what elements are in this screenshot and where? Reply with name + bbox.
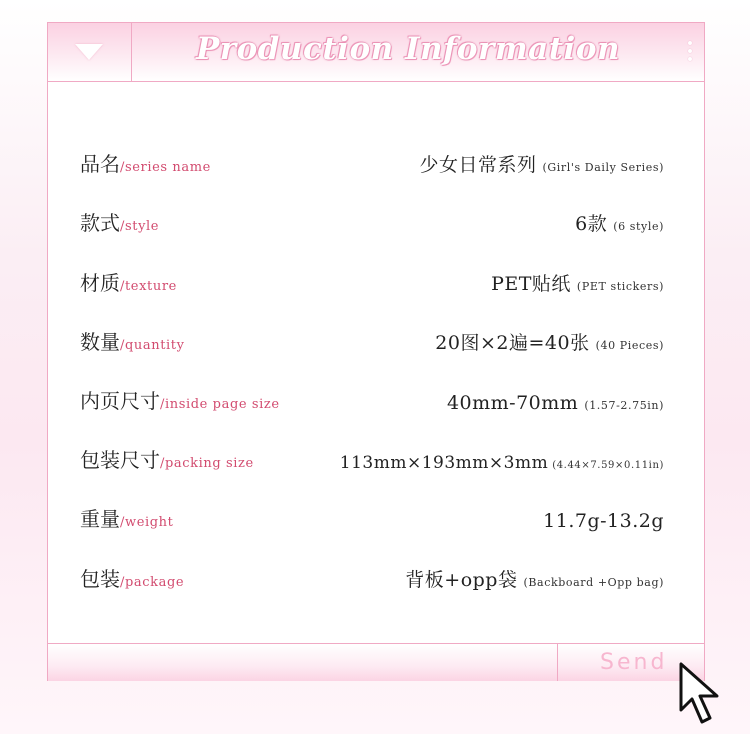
row-value [447, 392, 664, 414]
label-en: /style [120, 219, 160, 234]
value-main: PET贴纸 [491, 273, 571, 295]
row-label [80, 326, 185, 355]
row-label [80, 444, 254, 473]
value-main: 背板+opp袋 [405, 569, 518, 591]
bottom-bar [48, 643, 704, 681]
row-label [80, 207, 159, 236]
value-sub: (PET stickers) [576, 280, 664, 293]
info-row-series-name [80, 149, 664, 181]
label-cn: 材质 [80, 271, 120, 295]
label-en: /series name [120, 160, 211, 175]
label-cn: 数量 [80, 330, 120, 354]
value-main: 少女日常系列 [419, 154, 537, 176]
row-value [543, 510, 664, 532]
value-main: 20图×2遍=40张 [435, 332, 590, 354]
row-value [340, 453, 664, 473]
row-value [491, 269, 664, 296]
info-row-style [80, 208, 664, 240]
window-title: Production Information [195, 31, 621, 67]
info-row-packing-size [80, 445, 664, 477]
row-label [80, 503, 173, 532]
info-row-weight [80, 504, 664, 536]
label-cn: 重量 [80, 507, 120, 531]
info-row-package [80, 564, 664, 596]
label-en: /packing size [160, 456, 254, 471]
label-en: /texture [120, 279, 177, 294]
label-en: /inside page size [160, 397, 280, 412]
value-sub: (Girl's Daily Series) [542, 161, 664, 174]
info-window [47, 22, 705, 681]
row-label [80, 267, 177, 296]
mouse-pointer-icon [677, 660, 725, 730]
info-row-texture [80, 268, 664, 300]
label-en: /weight [120, 515, 174, 530]
row-label [80, 148, 211, 177]
value-main: 40mm-70mm [446, 392, 579, 414]
info-row-inside-page-size [80, 386, 664, 418]
value-sub: (4.44×7.59×0.11in) [552, 460, 664, 471]
label-cn: 内页尺寸 [80, 389, 160, 413]
label-cn: 包装尺寸 [80, 448, 160, 472]
label-en: /quantity [120, 338, 185, 353]
value-main: 11.7g-13.2g [543, 510, 664, 532]
info-row-quantity [80, 327, 664, 359]
row-value [419, 150, 664, 177]
row-label [80, 385, 280, 414]
label-cn: 品名 [80, 152, 120, 176]
value-sub: (40 Pieces) [595, 339, 664, 352]
value-sub: (Backboard +Opp bag) [523, 576, 664, 589]
row-value [435, 328, 664, 355]
value-main: 6款 [575, 213, 608, 235]
value-sub: (6 style) [613, 220, 664, 233]
info-list [48, 23, 704, 643]
label-cn: 款式 [80, 211, 120, 235]
row-label [80, 563, 184, 592]
row-value [405, 565, 664, 592]
send-label: Send [600, 650, 668, 675]
row-value [575, 209, 664, 236]
label-en: /package [120, 575, 185, 590]
value-main: 113mm×193mm×3mm [339, 453, 549, 473]
value-sub: (1.57-2.75in) [584, 399, 664, 412]
label-cn: 包装 [80, 567, 120, 591]
